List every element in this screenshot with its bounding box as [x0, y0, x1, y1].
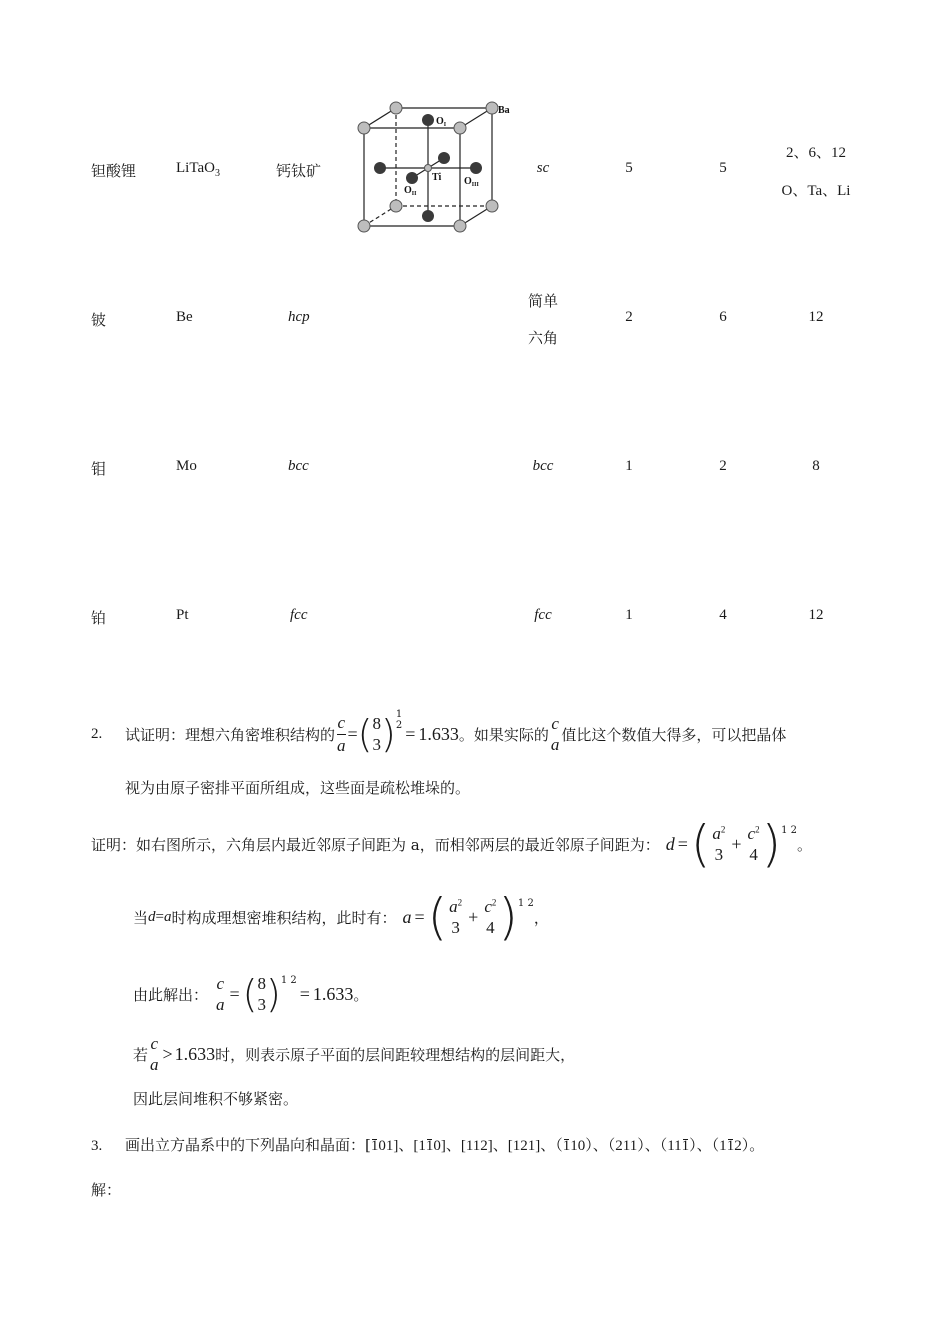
row1-n1: 5 — [625, 160, 633, 176]
proof-line4: 若 c a > 1.633 时，则表示原子平面的层间距较理想结构的层间距大， — [133, 1033, 576, 1074]
answer-label: 解： — [91, 1181, 122, 1199]
row1-formula: LiTaO$_3$ — [176, 160, 220, 179]
proof-line3: 由此解出： c a = ( 8 3 ) 1 2 = 1.633 。 — [133, 972, 369, 1016]
row1-lattice: sc — [536, 160, 550, 176]
row2-lattice-line2: 六角 — [527, 329, 559, 347]
problem2-statement-cont: 视为由原子密排平面所组成，这些面是疏松堆垛的。 — [125, 779, 471, 797]
problem2-statement: 2. 试证明：理想六角密堆积结构的 $\frac{c}{a}$ = ( 8 3 ) 1 2 = 1.633 。如果实际的 c a 值比这个数值大得多，可以把晶体 — [91, 709, 787, 756]
row1-n2: 5 — [719, 160, 727, 176]
row2-name: 铍 — [91, 311, 107, 329]
svg-text:Ti: Ti — [432, 172, 442, 183]
perovskite-structure-diagram — [352, 100, 520, 236]
proof-line2: 当 d = a 时构成理想密堆积结构，此时有： a = ( $a^2$ 3 + $c^2$ 4 ) 1 2 ， — [133, 888, 549, 946]
row4-n2: 4 — [719, 607, 727, 623]
row3-n2: 2 — [719, 458, 727, 474]
row2-coord: 12 — [808, 309, 824, 325]
svg-text:OII: $O_{II}$ — [404, 185, 417, 197]
proof-line1: 证明：如右图所示，六角层内最近邻原子间距为 a，而相邻两层的最近邻原子间距为： d = ( $a^2$ 3 + $c^2$ 4 ) 1 2 。 — [91, 815, 813, 873]
row1-coord-numbers: 2、6、12 — [785, 145, 847, 161]
row3-n1: 1 — [625, 458, 633, 474]
row2-n2: 6 — [719, 309, 727, 325]
row3-coord: 8 — [812, 458, 820, 474]
row3-lattice: bcc — [532, 458, 554, 474]
row4-n1: 1 — [625, 607, 633, 623]
row4-lattice: fcc — [534, 607, 552, 623]
svg-text:OIII: $O_{III}$ — [464, 176, 479, 188]
row3-name: 钼 — [91, 460, 107, 478]
row2-lattice-line1: 简单 — [527, 292, 559, 310]
row2-structure: hcp — [288, 309, 310, 325]
svg-text:Ba: Ba — [498, 105, 510, 116]
row4-name: 铂 — [91, 609, 107, 627]
row4-coord: 12 — [808, 607, 824, 623]
problem3-statement: 3. 画出立方晶系中的下列晶向和晶面：[101]、[110]、[112]、[121]、（110）、（211）、（111）、（112）。 — [91, 1136, 765, 1154]
row4-formula: Pt — [176, 607, 189, 623]
row3-formula: Mo — [176, 458, 197, 474]
row2-formula: Be — [176, 309, 193, 325]
row4-structure: fcc — [290, 607, 308, 623]
row2-n1: 2 — [625, 309, 633, 325]
row1-coord-atoms: O、Ta、Li — [781, 183, 851, 199]
c-over-a-fraction: $\frac{c}{a}$ — [337, 713, 346, 755]
svg-text:OI: $O_I$ — [436, 116, 447, 128]
proof-line5: 因此层间堆积不够紧密。 — [133, 1090, 299, 1108]
row1-structure: 钙钛矿 — [276, 162, 322, 180]
row3-structure: bcc — [288, 458, 309, 474]
row1-name: 钽酸锂 — [91, 162, 137, 180]
